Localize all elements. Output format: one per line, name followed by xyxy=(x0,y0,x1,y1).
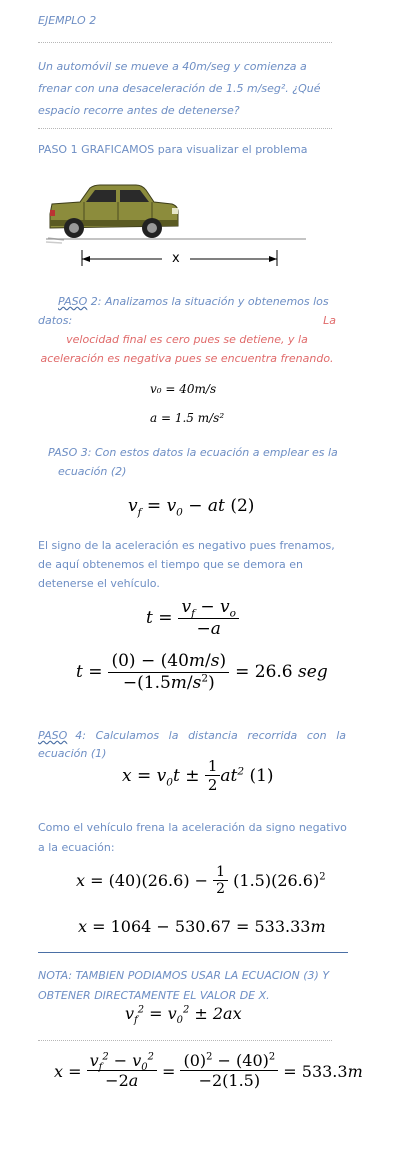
problem-line: Un automóvil se mueve a 40m/seg y comienza a xyxy=(38,60,307,73)
separator xyxy=(38,1040,332,1041)
sign-text-line: El signo de la aceleración es negativo pues frenamos, xyxy=(38,539,335,552)
data-eq-a: a = 1.5 m/s² xyxy=(150,411,225,425)
sign-text-line: de aquí obtenemos el tiempo que se demora en xyxy=(38,558,303,571)
separator xyxy=(38,42,332,43)
paso4-line2: ecuación (1) xyxy=(38,747,107,760)
paso2-line3: velocidad final es cero pues se detiene, y la xyxy=(66,333,308,346)
paso4-text: 4: Calculamos la distancia recorrida con la xyxy=(75,729,346,742)
paso4-word: PASO xyxy=(38,729,68,742)
problem-line: frenar con una desaceleración de 1.5 m/seg². ¿Qué xyxy=(38,82,321,95)
paso2-text: 2: Analizamos la situación y obtenemos los xyxy=(87,295,329,308)
equation-t: t = $\frac{v_f - v_o}{-a}$ xyxy=(146,598,239,639)
como-text xyxy=(38,818,347,858)
paso3-line2: ecuación (2) xyxy=(58,465,127,478)
problem-statement xyxy=(38,56,338,122)
paso1-heading: PASO 1 GRAFICAMOS para visualizar el problema xyxy=(38,143,308,156)
note-line: OBTENER DIRECTAMENTE EL VALOR DE X. xyxy=(38,989,270,1002)
paso3-line1: PASO 3: Con estos datos la ecuación a emplear es la xyxy=(48,446,338,459)
paso2-word: PASO xyxy=(58,295,88,308)
equation-x: $x = v_0t$ ± $\frac{1}{2}$ $at^2$ (1) xyxy=(122,757,274,795)
equation-x-result: x = 1064 − 530.67 = 533.33m xyxy=(78,917,326,936)
paso2-block xyxy=(38,292,336,368)
problem-line: espacio recorre antes de detenerse? xyxy=(38,104,240,117)
equation-x-substituted: x = (40)(26.6) − $\frac{1}{2}$ $(1.5)(26.6)^2$ xyxy=(76,864,326,898)
equation-t-value: t = $\frac{(0) - (40m/s)}{-(1.5m/s^2)}$ = 26.6 seg xyxy=(76,651,328,693)
separator xyxy=(38,128,332,129)
como-text-line: Como el vehículo frena la aceleración da signo negativo xyxy=(38,821,347,834)
sign-text xyxy=(38,536,335,593)
example-title: EJEMPLO 2 xyxy=(38,14,97,27)
equation-vf-squared: $v_f^2 = v_0^2 \pm 2ax$ xyxy=(125,1004,242,1027)
note-block xyxy=(38,966,329,1006)
section-divider xyxy=(38,952,348,953)
distance-label: x xyxy=(172,251,180,266)
paso2-line4: aceleración es negativa pues se encuentra frenando. xyxy=(40,352,334,365)
paso2-datos: datos: xyxy=(38,314,73,327)
equation-final: x = $\frac{v_f^2 - v_0^2}{-2a}$ = $\frac{(0)^2 - (40)^2}{-2(1.5)}$ = 533.3 m xyxy=(54,1051,363,1091)
data-eq-v0: v₀ = 40m/s xyxy=(150,382,217,396)
como-text-line: a la ecuación: xyxy=(38,841,115,854)
paso3-block xyxy=(48,443,338,481)
sign-text-line: detenerse el vehículo. xyxy=(38,577,160,590)
note-line: NOTA: TAMBIEN PODIAMOS USAR LA ECUACION (3) Y xyxy=(38,969,330,982)
paso2-la: La xyxy=(323,314,336,327)
equation-vf: $v_f = v_0$ − at (2) xyxy=(128,496,255,519)
car-icon xyxy=(46,185,178,243)
